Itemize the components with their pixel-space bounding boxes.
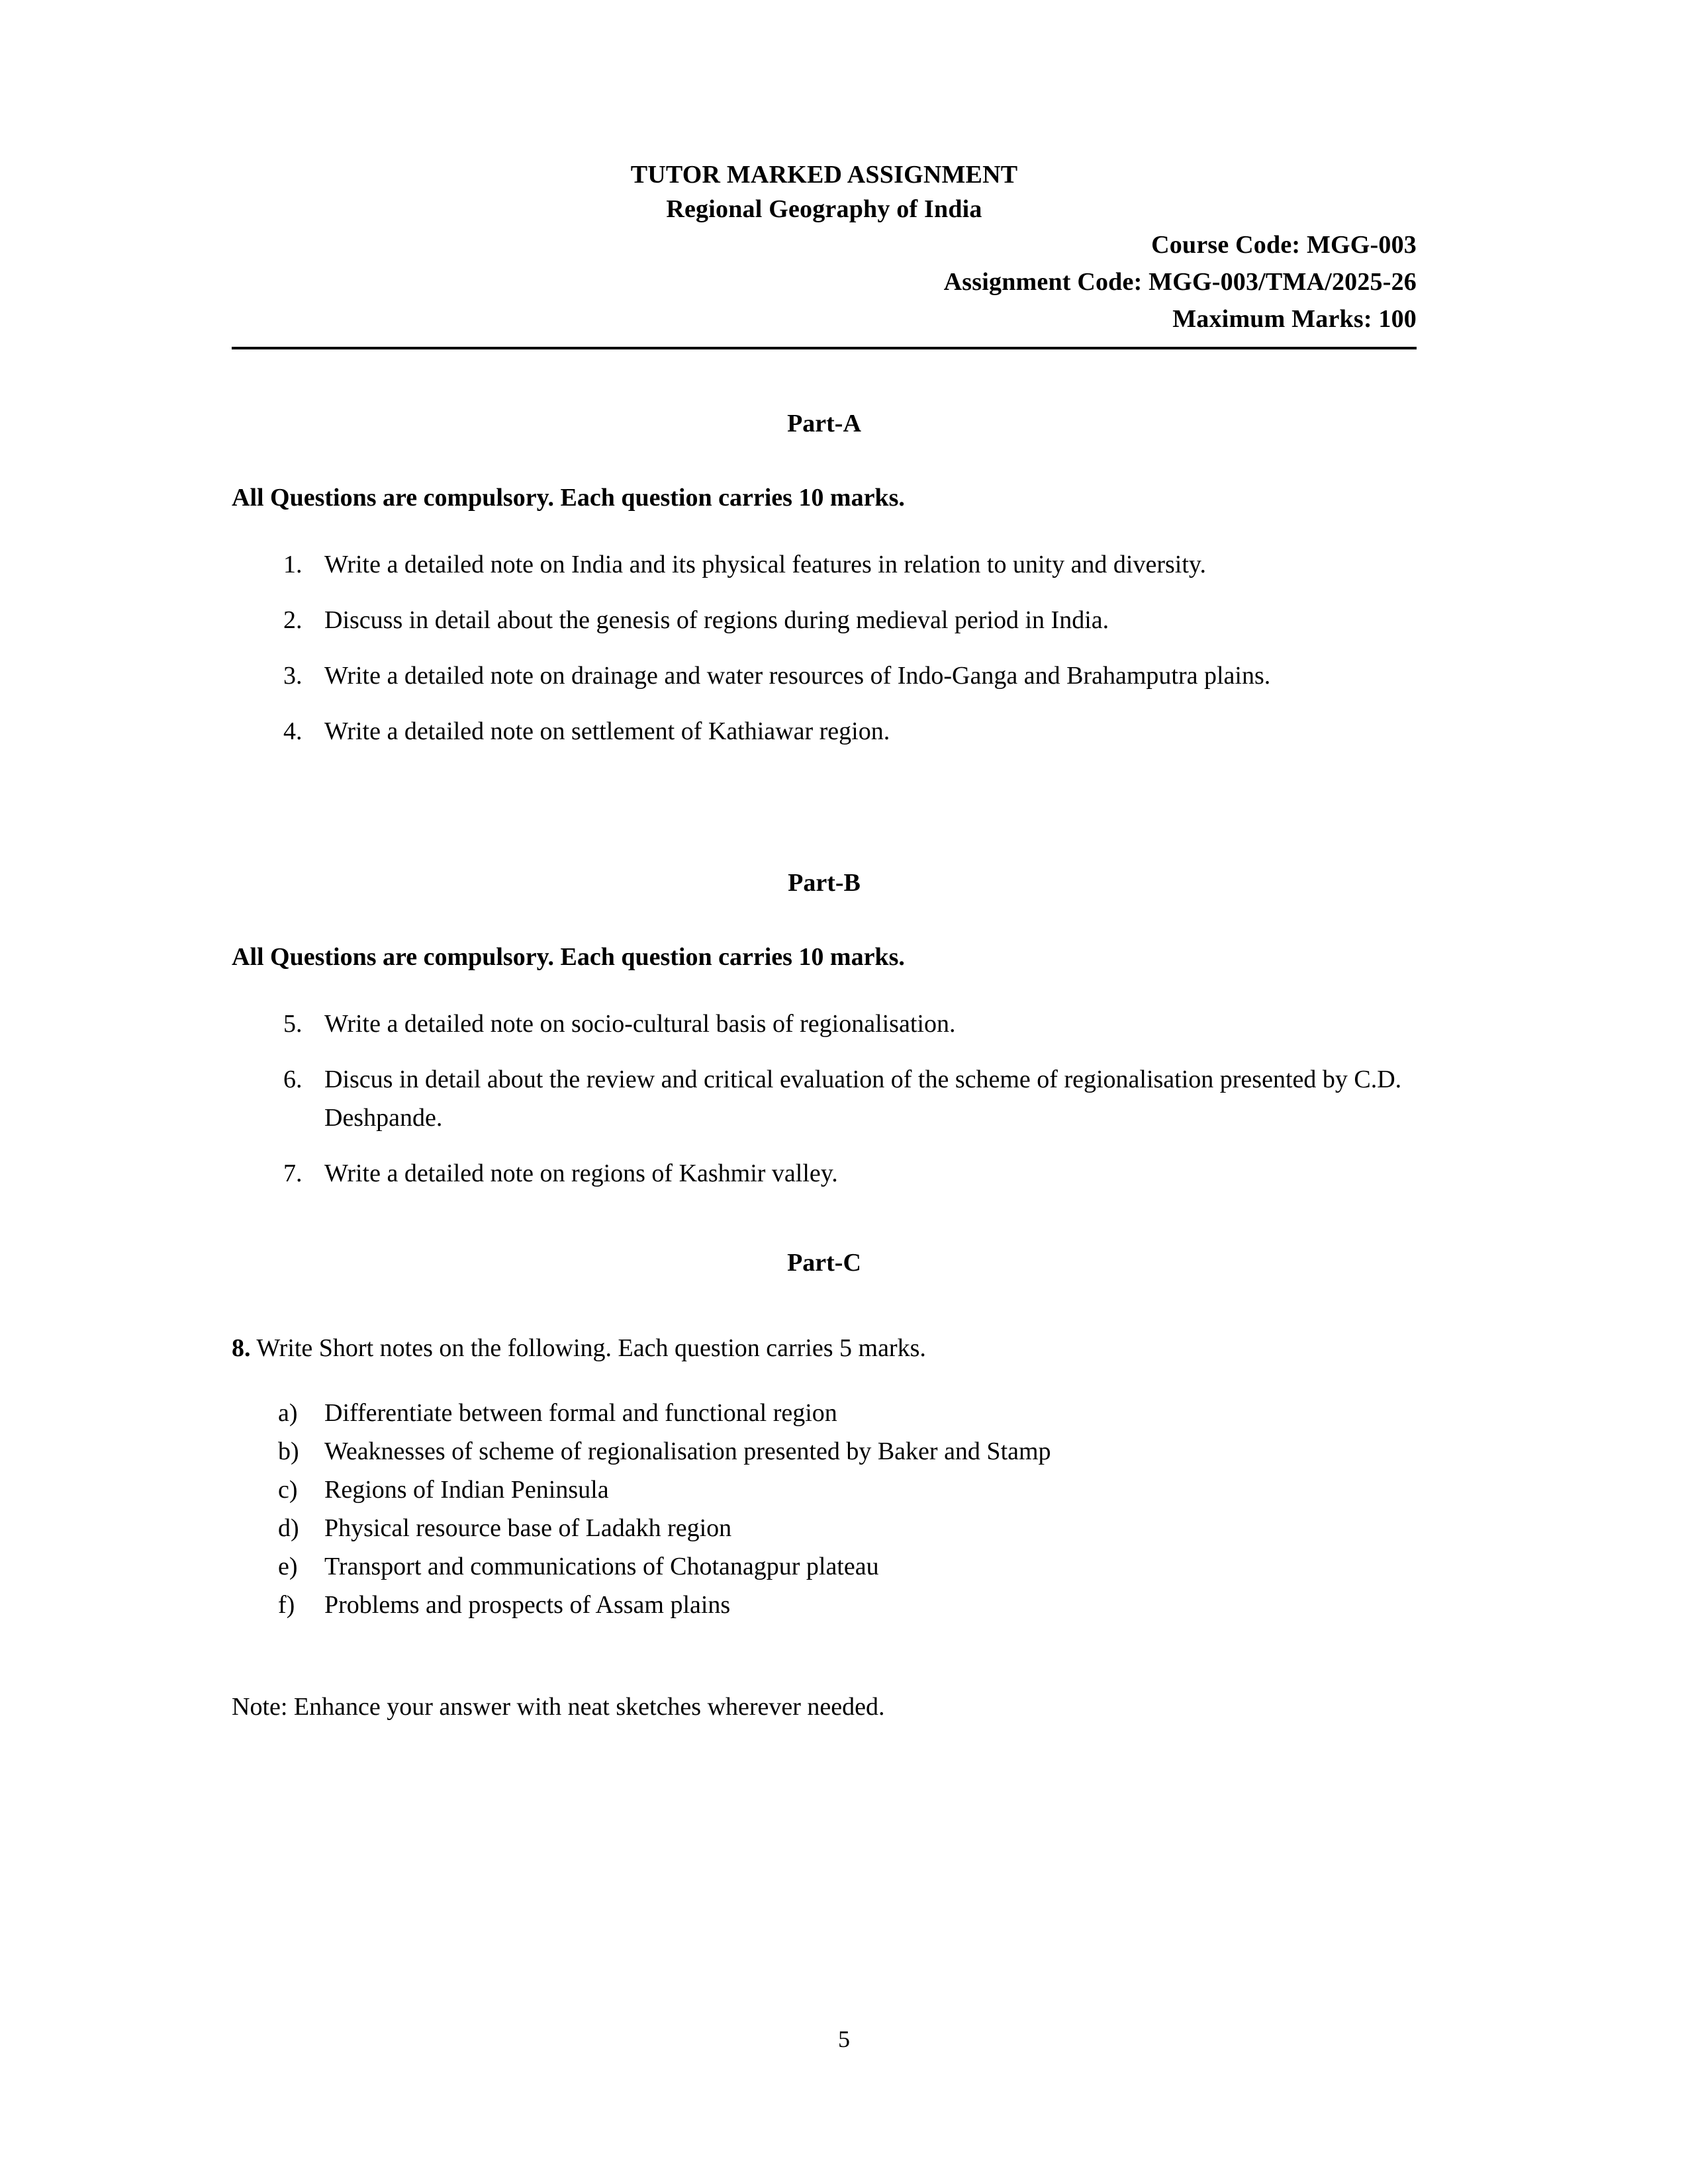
- spacer: [232, 1365, 1417, 1396]
- spacer: [232, 899, 1417, 941]
- part-c-lead-number: 8.: [232, 1334, 251, 1362]
- question-marker: 6.: [283, 1066, 303, 1093]
- question-item: [232, 601, 1417, 639]
- subquestion-marker: a): [278, 1399, 298, 1427]
- part-c-heading: Part-C: [787, 1249, 861, 1277]
- question-item: [232, 1005, 1417, 1043]
- question-item: [232, 657, 1417, 695]
- subquestion-text: Problems and prospects of Assam plains: [324, 1591, 731, 1619]
- question-item: [232, 712, 1417, 751]
- part-b-question-list: [232, 1005, 1417, 1193]
- question-marker: 3.: [283, 662, 303, 690]
- spacer: [232, 1210, 1417, 1247]
- subquestion-marker: c): [278, 1476, 298, 1504]
- spacer: [232, 439, 1417, 482]
- question-marker: 5.: [283, 1010, 303, 1038]
- subquestion-text: Differentiate between formal and functional region: [324, 1399, 837, 1427]
- part-a-heading: Part-A: [787, 410, 861, 437]
- part-c-lead-text: Write Short notes on the following. Each question carries 5 marks.: [250, 1334, 926, 1362]
- document-title: TUTOR MARKED ASSIGNMENT: [630, 161, 1018, 189]
- subquestion-item: [232, 1550, 1417, 1583]
- note-text: Note: Enhance your answer with neat sketches wherever needed.: [232, 1693, 885, 1721]
- subquestion-marker: e): [278, 1553, 298, 1580]
- spacer: [232, 355, 1417, 408]
- maximum-marks: Maximum Marks: 100: [1172, 305, 1417, 333]
- spacer: [232, 514, 1417, 545]
- subquestion-text: Physical resource base of Ladakh region: [324, 1514, 732, 1542]
- question-item: [232, 1060, 1417, 1137]
- subquestion-item: [232, 1512, 1417, 1545]
- subquestion-marker: b): [278, 1437, 299, 1465]
- part-b-instruction: All Questions are compulsory. Each question carries 10 marks.: [232, 943, 905, 971]
- question-text: Write a detailed note on India and its physical features in relation to unity and diversity.: [324, 551, 1206, 578]
- question-text: Discuss in detail about the genesis of regions during medieval period in India.: [324, 606, 1109, 634]
- part-a-question-list: [232, 545, 1417, 751]
- subquestion-item: [232, 1588, 1417, 1621]
- page-number: 5: [838, 2026, 850, 2052]
- part-c-subquestion-list: [232, 1396, 1417, 1621]
- spacer: [232, 1279, 1417, 1332]
- page-content: [232, 0, 1417, 1723]
- document-subtitle: Regional Geography of India: [666, 195, 982, 223]
- assignment-code: Assignment Code: MGG-003/TMA/2025-26: [943, 268, 1417, 296]
- question-text: Discus in detail about the review and critical evaluation of the scheme of regionalisation presented by C.D. Deshpande.: [324, 1066, 1402, 1132]
- document-header: [232, 0, 1417, 349]
- question-marker: 4.: [283, 717, 303, 745]
- part-c-lead: [232, 1332, 1417, 1365]
- subquestion-text: Weaknesses of scheme of regionalisation presented by Baker and Stamp: [324, 1437, 1051, 1465]
- spacer: [232, 768, 1417, 867]
- question-item: [232, 1154, 1417, 1193]
- question-item: [232, 545, 1417, 584]
- question-marker: 2.: [283, 606, 303, 634]
- subquestion-text: Regions of Indian Peninsula: [324, 1476, 609, 1504]
- course-code: Course Code: MGG-003: [1151, 231, 1417, 259]
- subquestion-marker: d): [278, 1514, 299, 1542]
- question-marker: 1.: [283, 551, 303, 578]
- spacer: [232, 973, 1417, 1005]
- part-b-heading: Part-B: [788, 869, 861, 897]
- subquestion-item: [232, 1396, 1417, 1430]
- question-text: Write a detailed note on regions of Kashmir valley.: [324, 1160, 838, 1187]
- question-text: Write a detailed note on settlement of Kathiawar region.: [324, 717, 890, 745]
- question-text: Write a detailed note on drainage and water resources of Indo-Ganga and Brahamputra plains.: [324, 662, 1271, 690]
- subquestion-text: Transport and communications of Chotanagpur plateau: [324, 1553, 879, 1580]
- header-divider: [232, 347, 1417, 349]
- subquestion-marker: f): [278, 1591, 295, 1619]
- part-a-instruction: All Questions are compulsory. Each question carries 10 marks.: [232, 484, 905, 512]
- question-marker: 7.: [283, 1160, 303, 1187]
- spacer: [232, 1627, 1417, 1690]
- question-text: Write a detailed note on socio-cultural basis of regionalisation.: [324, 1010, 956, 1038]
- subquestion-item: [232, 1473, 1417, 1506]
- subquestion-item: [232, 1435, 1417, 1468]
